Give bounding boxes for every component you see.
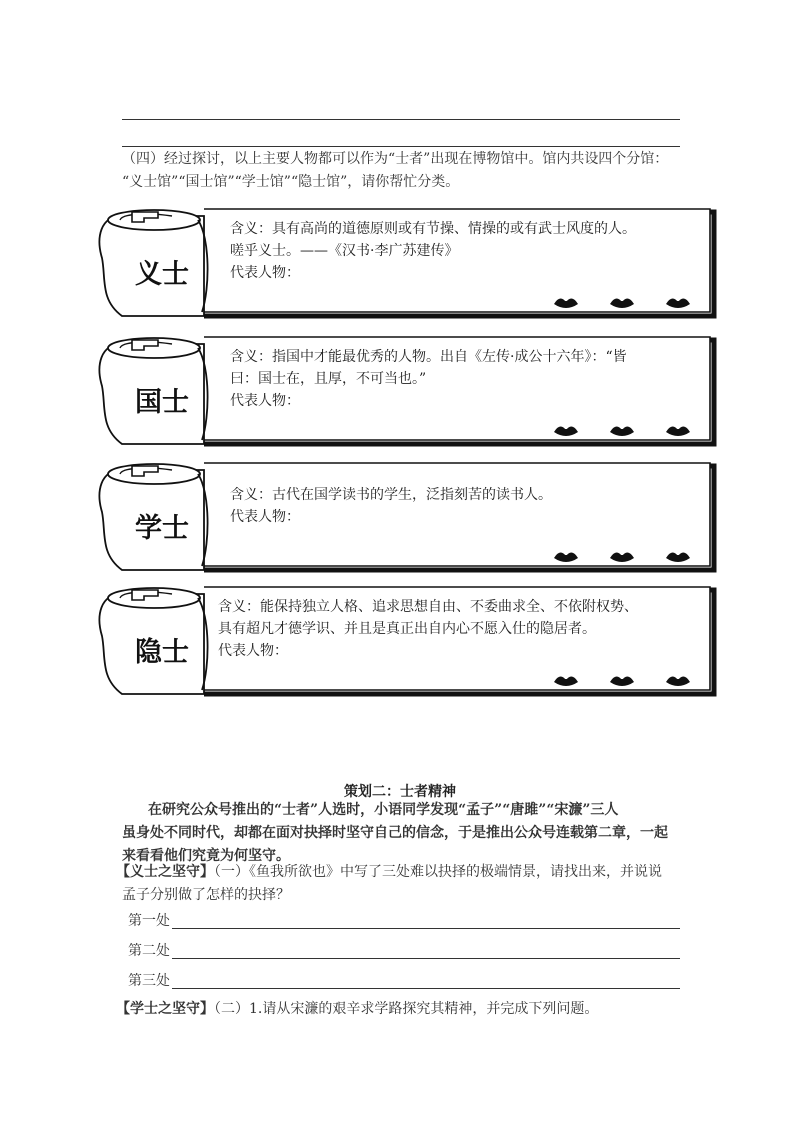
scroll-title: 学士 (135, 513, 189, 544)
yishi-question-text: （一）《鱼我所欲也》中写了三处难以抉择的极端情景，请找出来，并说说 (214, 864, 662, 880)
scroll-xueshi (92, 462, 722, 574)
scroll-title: 隐士 (135, 637, 189, 668)
definition-line: 具有超凡才德学识、并且是真正出自内心不愿入仕的隐居者。 (218, 621, 596, 637)
xueshi-question-text: （二）1.请从宋濂的艰辛求学路探究其精神，并完成下列问题。 (214, 1001, 599, 1017)
scroll-text (230, 484, 710, 528)
definition-line: 含义：具有高尚的道德原则或有节操、情操的或有武士风度的人。 (230, 221, 636, 237)
answer-line (122, 119, 680, 120)
scroll-yinshi (92, 586, 722, 698)
answer-blank-2[interactable] (128, 940, 680, 962)
answer-label: 第三处 (128, 973, 170, 989)
definition-line: 嗟乎义士。——《汉书·李广苏建传》 (230, 243, 459, 259)
scroll-title: 义士 (135, 259, 189, 290)
definition-line: 曰：国士在，且厚，不可当也。” (230, 371, 427, 387)
representative-label: 代表人物： (230, 509, 300, 525)
scroll-text (218, 596, 718, 662)
yishi-question-line-2: 孟子分别做了怎样的抉择？ (122, 887, 290, 903)
definition-line: 含义：古代在国学读书的学生，泛指刻苦的读书人。 (230, 487, 552, 503)
section-title: 策划二：士者精神 (344, 784, 456, 800)
scroll-text (230, 218, 710, 284)
answer-line (122, 146, 680, 147)
scroll-text (230, 346, 710, 412)
intro-line: 虽身处不同时代，却都在面对抉择时坚守自己的信念，于是推出公众号连载第二章，一起 (122, 825, 668, 841)
definition-line: 含义：能保持独立人格、追求思想自由、不委曲求全、不依附权势、 (218, 599, 638, 615)
xueshi-question (116, 998, 706, 1020)
intro-line: 来看看他们究竟为何坚守。 (122, 848, 290, 864)
answer-label: 第一处 (128, 913, 170, 929)
representative-label: 代表人物： (218, 643, 288, 659)
representative-label: 代表人物： (230, 265, 300, 281)
yishi-tag: 【义士之坚守】 (116, 864, 214, 880)
scroll-title: 国士 (135, 387, 189, 418)
question-4-line-2: “义士馆”“国士馆”“学士馆”“隐士馆”，请你帮忙分类。 (122, 174, 460, 190)
answer-blank-1[interactable] (128, 910, 680, 932)
answer-blank-3[interactable] (128, 970, 680, 992)
scroll-yishi (92, 208, 722, 320)
definition-line: 含义：指国中才能最优秀的人物。出自《左传·成公十六年》：“皆 (230, 349, 627, 365)
scroll-guoshi (92, 336, 722, 448)
question-4-line-1: （四）经过探讨，以上主要人物都可以作为“士者”出现在博物馆中。馆内共设四个分馆： (122, 151, 669, 167)
intro-line: 在研究公众号推出的“士者”人选时，小语同学发现“孟子”“唐雎”“宋濂”三人 (148, 802, 619, 818)
yishi-question-line-1 (116, 861, 706, 883)
representative-label: 代表人物： (230, 393, 300, 409)
answer-label: 第二处 (128, 943, 170, 959)
xueshi-tag: 【学士之坚守】 (116, 1001, 214, 1017)
